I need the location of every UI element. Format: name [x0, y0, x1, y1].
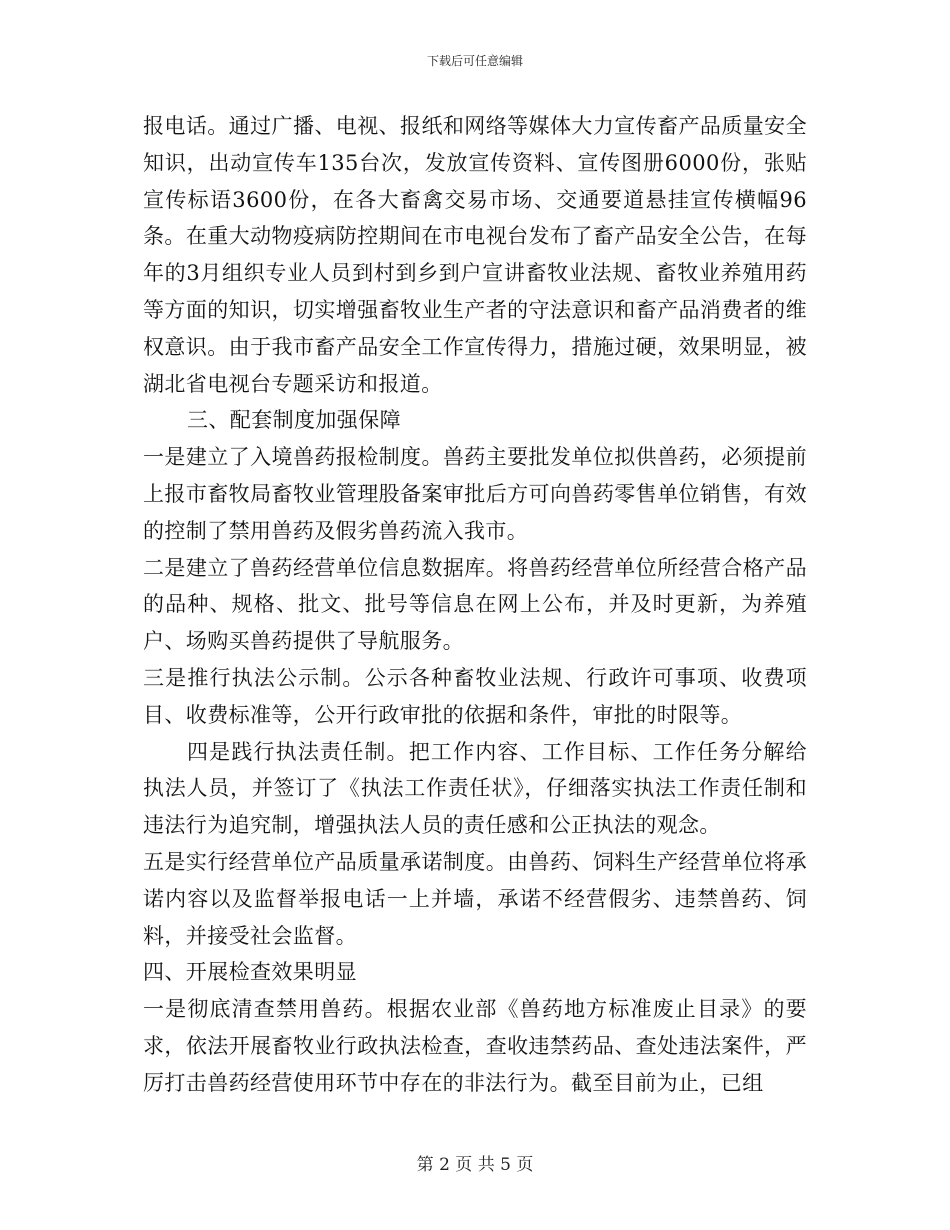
document-body — [143, 108, 807, 1102]
paragraph-item-3: 三是推行执法公示制。公示各种畜牧业法规、行政许可事项、收费项目、收费标准等，公开行政审批的依据和条件，审批的时限等。 — [143, 665, 807, 727]
page-header: 下载后可任意编辑 — [426, 54, 523, 68]
paragraph-inspection-1: 一是彻底清查禁用兽药。根据农业部《兽药地方标准废止目录》的要求，依法开展畜牧业行政执法检查，查收违禁药品、查处违法案件，严厉打击兽药经营使用环节中存在的非法行为。截至目前为止，已组 — [143, 997, 807, 1095]
paragraph-item-5: 五是实行经营单位产品质量承诺制度。由兽药、饲料生产经营单位将承诺内容以及监督举报电话一上并墙，承诺不经营假劣、违禁兽药、饲料，并接受社会监督。 — [143, 849, 807, 948]
paragraph-publicity: 报电话。通过广播、电视、报纸和网络等媒体大力宣传畜产品质量安全知识，出动宣传车135台次，发放宣传资料、宣传图册6000份，张贴宣传标语3600份，在各大畜禽交易市场、交通要道悬挂宣传横幅96条。在重大动物疫病防控期间在市电视台发布了畜产品安全公告，在每年的3月组织专业人员到村到乡到户宣讲畜牧业法规、畜牧业养殖用药等方面的知识，切实增强畜牧业生产者的守法意识和畜产品消费者的维权意识。由于我市畜产品安全工作宣传得力，措施过硬，效果明显，被湖北省电视台专题采访和报道。 — [143, 114, 807, 396]
paragraph-item-2: 二是建立了兽药经营单位信息数据库。将兽药经营单位所经营合格产品的品种、规格、批文、批号等信息在网上公布，并及时更新，为养殖户、场购买兽药提供了导航服务。 — [143, 555, 807, 654]
paragraph-item-4: 四是践行执法责任制。把工作内容、工作目标、工作任务分解给执法人员，并签订了《执法工作责任状》，仔细落实执法工作责任制和违法行为追究制，增强执法人员的责任感和公正执法的观念。 — [143, 739, 807, 838]
section-heading-3: 三、配套制度加强保障 — [187, 408, 401, 433]
paragraph-item-1: 一是建立了入境兽药报检制度。兽药主要批发单位拟供兽药，必须提前上报市畜牧局畜牧业管理股备案审批后方可向兽药零售单位销售，有效的控制了禁用兽药及假劣兽药流入我市。 — [143, 445, 807, 543]
section-heading-4: 四、开展检查效果明显 — [143, 960, 357, 985]
page-number-footer: 第 2 页 共 5 页 — [416, 1155, 534, 1175]
